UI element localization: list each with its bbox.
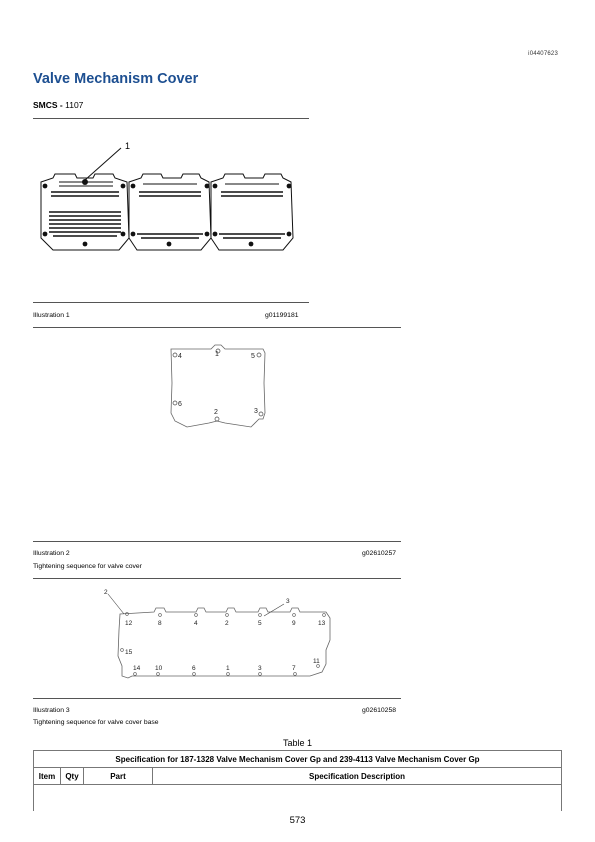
illustration-2-callout: 3: [254, 408, 258, 415]
column-header-item: Item: [34, 768, 61, 785]
illustration-3-callout: 3: [258, 665, 262, 672]
divider: [33, 541, 401, 542]
illustration-3-callout: 8: [158, 620, 162, 627]
illustration-3-callout: 2: [225, 620, 229, 627]
illustration-3-callout: 4: [194, 620, 198, 627]
smcs-code: [33, 100, 83, 110]
illustration-2-callout: 2: [214, 409, 218, 416]
illustration-2-graphic: [165, 343, 269, 431]
illustration-3-callout: 1: [226, 665, 230, 672]
page-number: 573: [289, 815, 306, 826]
illustration-3-callout: 12: [125, 620, 133, 627]
smcs-label: SMCS -: [33, 100, 63, 110]
illustration-3-callout: 15: [125, 649, 133, 656]
illustration-3-caption: Tightening sequence for valve cover base: [33, 719, 159, 726]
illustration-2-callout: 1: [215, 351, 219, 358]
divider: [33, 302, 309, 303]
illustration-3-callout: 7: [292, 665, 296, 672]
column-header-qty: Qty: [61, 768, 84, 785]
column-header-specification: Specification Description: [153, 768, 562, 785]
illustration-3-callout: 3: [286, 598, 290, 605]
illustration-2-callout: 5: [251, 353, 255, 360]
smcs-value: 1107: [65, 100, 84, 110]
illustration-1-graphic-id: g01199181: [265, 312, 299, 319]
illustration-3-callout: 14: [133, 665, 141, 672]
illustration-1-graphic: [33, 134, 309, 274]
illustration-3-callout: 5: [258, 620, 262, 627]
illustration-3-callout: 6: [192, 665, 196, 672]
table-label: Table 1: [282, 738, 313, 748]
column-header-part: Part: [84, 768, 153, 785]
divider: [33, 327, 401, 328]
illustration-2-callout: 6: [178, 401, 182, 408]
table-body-empty: [34, 785, 562, 811]
illustration-2-label: Illustration 2: [33, 550, 70, 557]
illustration-3-graphic-id: g02610258: [362, 707, 397, 714]
illustration-3-callout: 10: [155, 665, 163, 672]
illustration-1-label: Illustration 1: [33, 312, 70, 319]
illustration-2-callout: 4: [178, 353, 182, 360]
illustration-3-callout: 13: [318, 620, 326, 627]
illustration-3-callout: 2: [104, 589, 108, 596]
divider: [33, 698, 401, 699]
specification-table: [33, 750, 562, 811]
divider: [33, 118, 309, 119]
illustration-2-caption: Tightening sequence for valve cover: [33, 563, 142, 570]
illustration-3-callout: 11: [313, 658, 320, 665]
document-id: i04407623: [528, 51, 558, 57]
divider: [33, 578, 401, 579]
table-title: Specification for 187-1328 Valve Mechanism Cover Gp and 239-4113 Valve Mechanism Cover Gp: [34, 751, 562, 768]
illustration-3-label: Illustration 3: [33, 707, 70, 714]
illustration-3-callout: 9: [292, 620, 296, 627]
illustration-1-callout: 1: [125, 141, 131, 151]
page-title: Valve Mechanism Cover: [33, 71, 199, 87]
illustration-3-graphic: [100, 586, 336, 686]
illustration-2-graphic-id: g02610257: [362, 550, 397, 557]
